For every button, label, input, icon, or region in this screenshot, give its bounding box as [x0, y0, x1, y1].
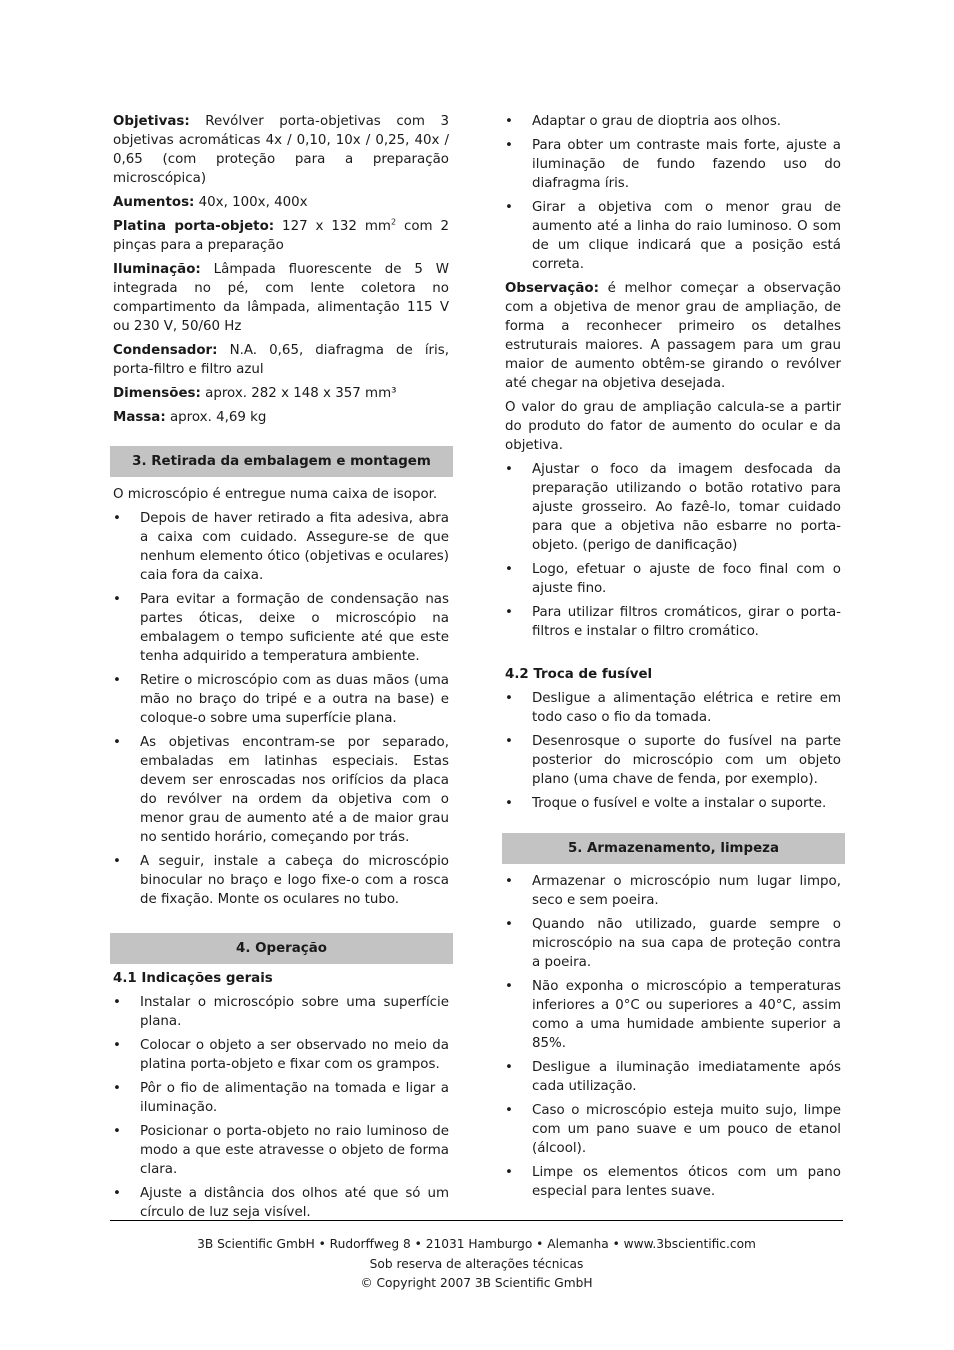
list-item: • Ajustar o foco da imagem desfocada da preparação utilizando o botão rotativo para ajuste grosseiro. Ao fazê-lo, tomar cuidado para que a objetiva não esbarre no porta-objeto. (perigo de danificação) — [505, 460, 841, 555]
section-5-heading: 5. Armazenamento, limpeza — [502, 833, 845, 864]
list-item: • Girar a objetiva com o menor grau de aumento até a linha do raio luminoso. O som de um clique indicará que a posição está correta. — [505, 198, 841, 274]
list-item: • Instalar o microscópio sobre uma superfície plana. — [113, 993, 449, 1031]
magnification-paragraph: O valor do grau de ampliação calcula-se a partir do produto do fator de aumento do ocular e da objetiva. — [505, 400, 841, 453]
section-3-intro: O microscópio é entregue numa caixa de isopor. — [113, 487, 438, 502]
subsection-4-2-title: 4.2 Troca de fusível — [505, 667, 653, 682]
section-3-list — [113, 509, 449, 909]
list-item: • Posicionar o porta-objeto no raio luminoso de modo a que este atravesse o objeto de forma clara. — [113, 1122, 449, 1179]
list-item: • Para evitar a formação de condensação nas partes óticas, deixe o microscópio na embalagem o tempo suficiente até que este tenha adquirido a temperatura ambiente. — [113, 590, 449, 666]
footer-disclaimer: Sob reserva de alterações técnicas — [369, 1256, 584, 1271]
list-item: • Colocar o objeto a ser observado no meio da platina porta-objeto e fixar com os grampos. — [113, 1036, 449, 1074]
list-item: • Desligue a alimentação elétrica e retire em todo caso o fio da tomada. — [505, 689, 841, 727]
list-item: • Armazenar o microscópio num lugar limpo, seco e sem poeira. — [505, 872, 841, 910]
list-item: • Limpe os elementos óticos com um pano especial para lentes suave. — [505, 1163, 841, 1201]
list-item: • A seguir, instale a cabeça do microscópio binocular no braço e logo fixe-o com a rosca de fixação. Monte os oculares no tubo. — [113, 852, 449, 909]
list-item: • Não exponha o microscópio a temperaturas inferiores a 0°C ou superiores a 40°C, assim como a uma humidade ambiente superior a 85%. — [505, 977, 841, 1053]
spec-condensador: Condensador: N.A. 0,65, diafragma de íris, porta-filtro e filtro azul — [113, 343, 449, 377]
list-item: • Desenrosque o suporte do fusível na parte posterior do microscópio com um objeto plano (uma chave de fenda, por exemplo). — [505, 732, 841, 789]
section-4-1-list-right — [505, 112, 841, 274]
focus-list — [505, 460, 841, 641]
footer — [110, 1235, 843, 1294]
list-item: • Desligue a iluminação imediatamente após cada utilização. — [505, 1058, 841, 1096]
subsection-4-1-title: 4.1 Indicações gerais — [113, 971, 273, 986]
section-5-list — [505, 872, 841, 1201]
list-item: • Quando não utilizado, guarde sempre o microscópio na sua capa de proteção contra a poeira. — [505, 915, 841, 972]
list-item: • Caso o microscópio esteja muito sujo, limpe com um pano suave e um pouco de etanol (álcool). — [505, 1101, 841, 1158]
footer-copyright: © Copyright 2007 3B Scientific GmbH — [360, 1276, 593, 1290]
list-item: • Retire o microscópio com as duas mãos (uma mão no braço do tripé e a outra na base) e coloque-o sobre uma superfície plana. — [113, 671, 449, 728]
list-item: • Para utilizar filtros cromáticos, girar o porta-filtros e instalar o filtro cromático. — [505, 603, 841, 641]
spec-dimensoes: Dimensões: aprox. 282 x 148 x 357 mm³ — [113, 386, 397, 401]
list-item: • Adaptar o grau de dioptria aos olhos. — [505, 112, 841, 131]
list-item: • Logo, efetuar o ajuste de foco final com o ajuste fino. — [505, 560, 841, 598]
footer-address: 3B Scientific GmbH • Rudorffweg 8 • 21031 Hamburgo • Alemanha • www.3bscientific.com — [197, 1237, 756, 1251]
list-item: • Depois de haver retirado a fita adesiva, abra a caixa com cuidado. Assegure-se de que nenhum elemento ótico (objetivas e oculares) caia fora da caixa. — [113, 509, 449, 585]
section-4-1-list-left — [113, 993, 449, 1222]
section-3-heading: 3. Retirada da embalagem e montagem — [110, 446, 453, 477]
spec-platina: Platina porta-objeto: 127 x 132 $mm^2$ com 2 pinças para a preparação — [113, 217, 449, 253]
spec-iluminacao: Iluminação: Lâmpada fluorescente de 5 W integrada no pé, com lente coletora no compartimento da lâmpada, alimentação 115 V ou 230 V, 50/60 Hz — [113, 262, 449, 334]
list-item: • Ajuste a distância dos olhos até que só um círculo de luz seja visível. — [113, 1184, 449, 1222]
spec-massa: Massa: aprox. 4,69 kg — [113, 410, 267, 425]
list-item: • As objetivas encontram-se por separado, embaladas em latinhas especiais. Estas devem ser enroscadas nos orifícios da placa do revólver na ordem da objetiva com o menor grau de aumento até a de maior grau no sentido horário, começando por trás. — [113, 733, 449, 847]
right-column — [505, 112, 841, 1206]
list-item: • Para obter um contraste mais forte, ajuste a iluminação de fundo fazendo uso do diafragma íris. — [505, 136, 841, 193]
spec-objetivas: Objetivas: Revólver porta-objetivas com 3 objetivas acromáticas 4x / 0,10, 10x / 0,25, 40x / 0,65 (com proteção para a preparação microscópica) — [113, 114, 449, 186]
observation-paragraph: Observação: é melhor começar a observação com a objetiva de menor grau de ampliação, de forma a reconhecer primeiro os detalhes estruturais maiores. A passagem para um grau maior de aumento obtêm-se girando o revólver até chegar na objetiva desejada. — [505, 281, 841, 391]
footer-divider — [110, 1220, 843, 1221]
left-column — [113, 112, 449, 1227]
spec-aumentos: Aumentos: 40x, 100x, 400x — [113, 195, 308, 210]
section-4-heading: 4. Operação — [110, 933, 453, 964]
list-item: • Pôr o fio de alimentação na tomada e ligar a iluminação. — [113, 1079, 449, 1117]
list-item: • Troque o fusível e volte a instalar o suporte. — [505, 794, 841, 813]
section-4-2-list — [505, 689, 841, 813]
